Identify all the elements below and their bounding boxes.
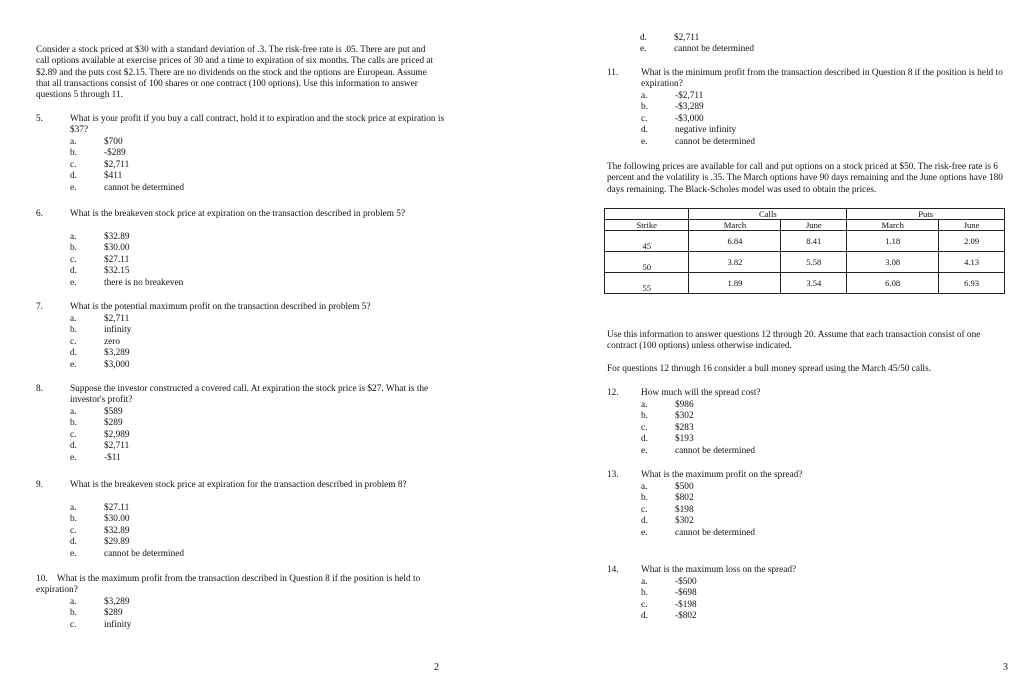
prices-intro: The following prices are available for call and put options on a stock priced at $50. The risk-free rate is 6 percent and the volatility is .35. The March options have 90 days remaining and the June options have 180 days remaining. The Black-Scholes model was used to obtain the prices. bbox=[607, 162, 1003, 195]
calls-group-header: Calls bbox=[689, 209, 847, 220]
call-june-cell: 8.41 bbox=[781, 231, 847, 252]
strike-cell: 55 bbox=[605, 273, 689, 294]
header-put-june: June bbox=[939, 220, 1005, 231]
call-june-cell: 5.58 bbox=[781, 252, 847, 273]
option-e: e. cannot be determined bbox=[640, 44, 755, 55]
strike-cell: 45 bbox=[605, 231, 689, 252]
strike-cell: 50 bbox=[605, 252, 689, 273]
put-march-cell: 3.08 bbox=[847, 252, 939, 273]
put-june-cell: 4.13 bbox=[939, 252, 1005, 273]
puts-group-header: Puts bbox=[847, 209, 1005, 220]
question-number: 13. bbox=[607, 470, 619, 480]
intro-paragraph: Consider a stock priced at $30 with a standard deviation of .3. The risk-free rate is .05. There are put and call options available at exercise prices of 30 and a time to expiration of six months. The calls are priced at $2.89 and the puts cost $2.15. There are no dividends on the stock and the options are European. Assume that all transactions consist of 100 shares or one contract (100 options). Use this information to answer questions 5 through 11. bbox=[36, 45, 434, 101]
header-put-march: March bbox=[847, 220, 939, 231]
question-text: What is the minimum profit from the transaction described in Question 8 if the position is held to expiration? bbox=[641, 68, 1003, 90]
question-number: 7. bbox=[36, 302, 43, 312]
question-text: How much will the spread cost? bbox=[641, 388, 761, 398]
table-row bbox=[605, 252, 1005, 273]
table-group-header bbox=[605, 209, 1005, 220]
page-number: 3 bbox=[1003, 662, 1008, 673]
question-text: Suppose the investor constructed a covered call. At expiration the stock price is $27. What is the investor's profit? bbox=[70, 384, 429, 406]
question-text: 10. What is the maximum profit from the transaction described in Question 8 if the position is held to expiration? bbox=[36, 574, 421, 596]
question-number: 11. bbox=[607, 68, 619, 78]
question-number: 5. bbox=[36, 114, 43, 124]
header-call-june: June bbox=[781, 220, 847, 231]
header-strike: Strike bbox=[605, 220, 689, 231]
question-text: What is the potential maximum profit on the transaction described in problem 5? bbox=[70, 302, 371, 312]
call-june-cell: 3.54 bbox=[781, 273, 847, 294]
question-text: What is your profit if you buy a call contract, hold it to expiration and the stock price at expiration is $37? bbox=[70, 114, 445, 136]
left-page: Consider a stock priced at $30 with a standard deviation of .3. The risk-free rate is .05. There are put and call options available at exercise prices of 30 and a time to expiration of six months. The calls are priced at $2.89 and the puts cost $2.15. There are no dividends on the stock and the options are European. Assume that all transactions consist of 100 shares or one contract (100 options). Use this information to answer questions 5 through 11. 5. What is your profit if you buy a call contract, hold it to expiration and the stock price at expiration is $37? a. $700 b. -$289 c. $2,711 d. $411 e. cannot be determined 6. What is the breakeven stock price at expiration on the transaction described in problem 5? a. $32.89 b. $30.00 c. $27.11 d. $32.15 e. there is no breakeven 7. What is the potential maximum profit on the transaction described in problem 5? a. $2,711 b. infinity c. zero d. $3,289 e. $3,000 8. Suppose the investor constructed a covered call. At expiration the stock price is $27. What is the investor's profit? a. $589 b. $289 c. $2,989 d. $2,711 e. -$11 9. What is the breakeven stock price at expiration for the transaction described in problem 8? a. $27.11 b. $30.00 c. $32.89 d. $29.89 e. cannot be determined 10. What is the maximum profit from the transaction described in Question 8 if the position is held to expiration? a. $3,289 b. $289 c. infinity 2 bbox=[0, 0, 512, 681]
option-d: d. $2,711 bbox=[640, 33, 700, 43]
table-row bbox=[605, 231, 1005, 252]
question-number: 14. bbox=[607, 565, 619, 575]
question-number: 9. bbox=[36, 480, 43, 490]
put-june-cell: 2.09 bbox=[939, 231, 1005, 252]
call-march-cell: 1.89 bbox=[689, 273, 781, 294]
question-number: 6. bbox=[36, 209, 43, 219]
question-text: What is the maximum loss on the spread? bbox=[641, 565, 797, 575]
put-march-cell: 1.18 bbox=[847, 231, 939, 252]
put-june-cell: 6.93 bbox=[939, 273, 1005, 294]
table-row bbox=[605, 273, 1005, 294]
call-march-cell: 3.82 bbox=[689, 252, 781, 273]
question-number: 8. bbox=[36, 384, 43, 394]
question-number: 12. bbox=[607, 388, 619, 398]
table-column-header bbox=[605, 220, 1005, 231]
question-text: What is the breakeven stock price at expiration for the transaction described in problem 8? bbox=[70, 480, 407, 490]
bull-spread-intro: For questions 12 through 16 consider a bull money spread using the March 45/50 calls. bbox=[607, 364, 932, 374]
put-march-cell: 6.08 bbox=[847, 273, 939, 294]
carryover-options bbox=[640, 33, 940, 56]
call-march-cell: 6.84 bbox=[689, 231, 781, 252]
page-number: 2 bbox=[434, 662, 439, 673]
option-prices-table bbox=[604, 208, 1005, 294]
question-text: What is the maximum profit on the spread? bbox=[641, 470, 803, 480]
header-call-march: March bbox=[689, 220, 781, 231]
question-text: What is the breakeven stock price at expiration on the transaction described in problem 5? bbox=[70, 209, 406, 219]
use-info-paragraph: Use this information to answer questions 12 through 20. Assume that each transaction consist of one contract (100 options) unless otherwise indicated. bbox=[607, 330, 981, 352]
